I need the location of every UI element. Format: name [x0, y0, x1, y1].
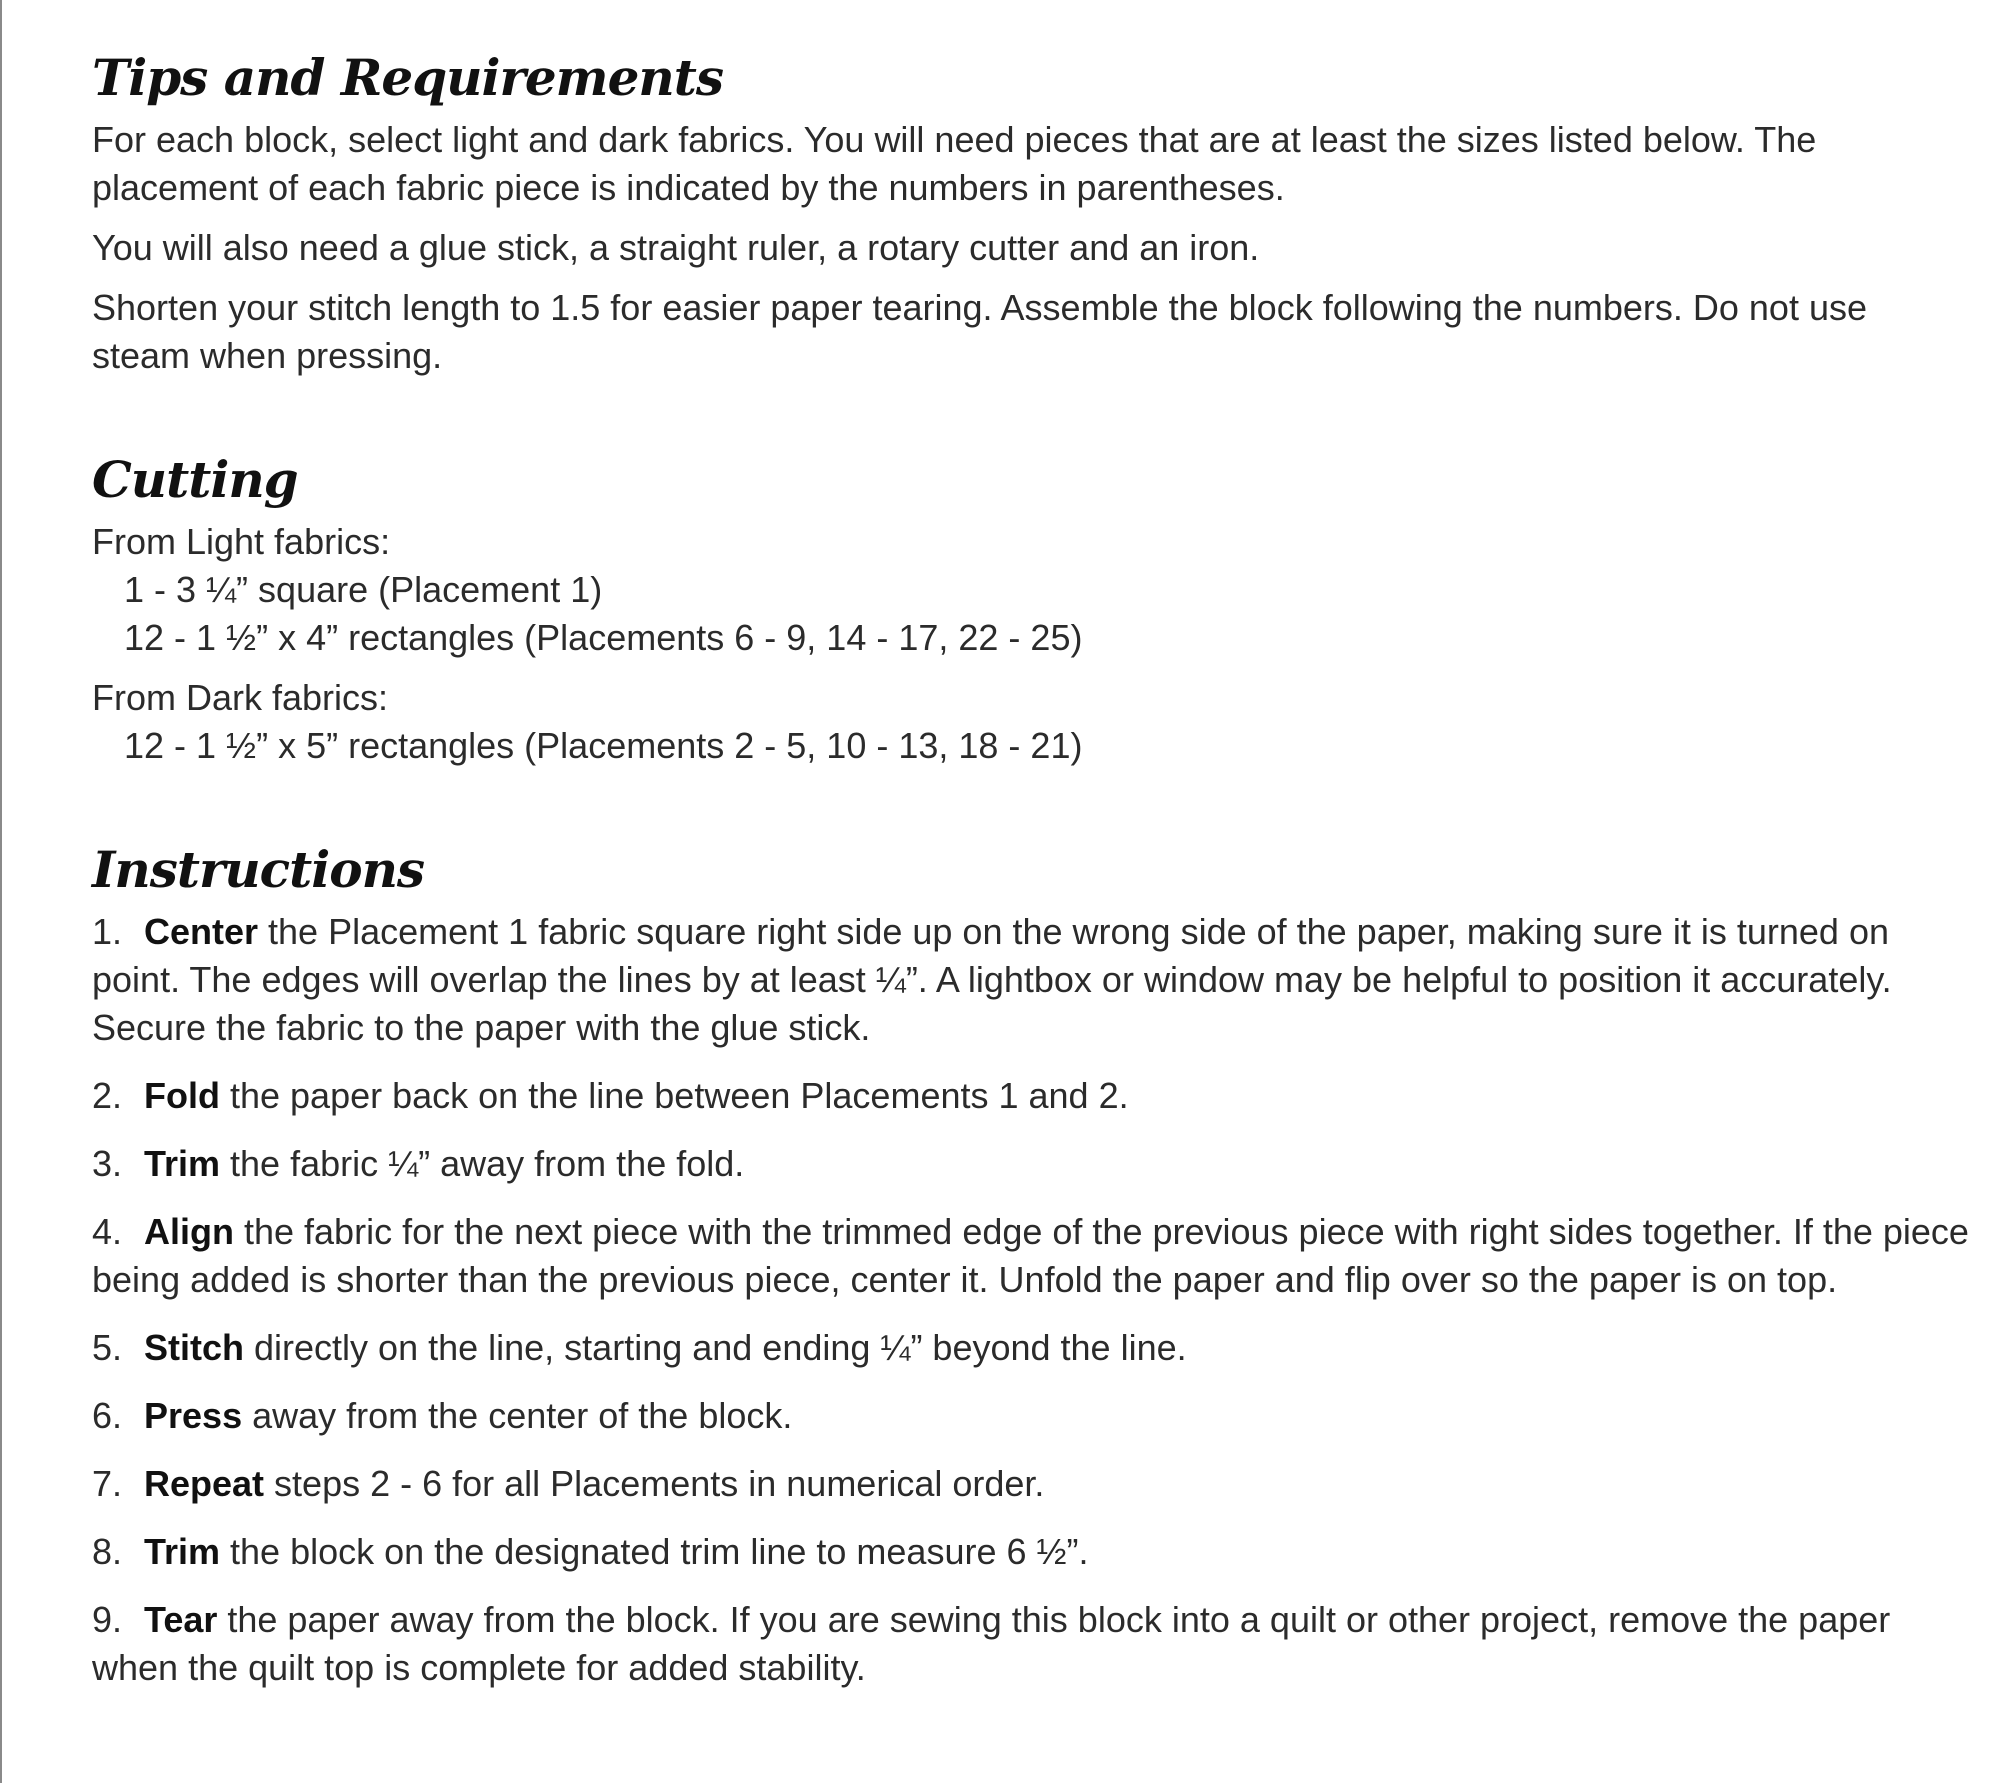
step-text: the Placement 1 fabric square right side up on the wrong side of the paper, making sure it is turned on point. The edges will overlap the lines by at least ¼”. A lightbox or window may be helpful to position it accurately. Secure the fabric to the paper with the glue stick. — [92, 911, 1892, 1048]
step-keyword: Repeat — [144, 1463, 265, 1504]
step-text: the paper back on the line between Placements 1 and 2. — [219, 1075, 1129, 1116]
step-number: 7. — [92, 1463, 123, 1504]
instruction-step — [92, 1140, 1982, 1188]
step-keyword: Stitch — [144, 1327, 245, 1368]
instruction-step — [92, 1324, 1982, 1372]
step-text: directly on the line, starting and ending ¼” beyond the line. — [244, 1327, 1187, 1368]
instruction-step — [92, 1596, 1982, 1692]
step-number: 4. — [92, 1211, 123, 1252]
cutting-item: 12 - 1 ½” x 4” rectangles (Placements 6 - 9, 14 - 17, 22 - 25) — [124, 617, 1083, 658]
step-text: away from the center of the block. — [242, 1395, 793, 1436]
step-text: the fabric ¼” away from the fold. — [220, 1143, 745, 1184]
cutting-heading: Cutting — [92, 450, 298, 509]
instruction-step — [92, 1072, 1982, 1120]
step-number: 6. — [92, 1395, 123, 1436]
tips-paragraph-1: For each block, select light and dark fabrics. You will need pieces that are at least the sizes listed below. The placement of each fabric piece is indicated by the numbers in parentheses. — [92, 119, 1817, 208]
instruction-step — [92, 1528, 1982, 1576]
step-text: the paper away from the block. If you are sewing this block into a quilt or other project, remove the paper when the quilt top is complete for added stability. — [92, 1599, 1891, 1688]
step-keyword: Press — [144, 1395, 243, 1436]
tips-section — [92, 48, 1982, 380]
step-text: the block on the designated trim line to measure 6 ½”. — [220, 1531, 1089, 1572]
cutting-group-title: From Light fabrics: — [92, 521, 391, 562]
step-keyword: Trim — [144, 1143, 221, 1184]
instructions-section — [92, 840, 1982, 1692]
step-keyword: Trim — [144, 1531, 221, 1572]
step-keyword: Fold — [144, 1075, 220, 1116]
step-number: 8. — [92, 1531, 123, 1572]
step-keyword: Tear — [144, 1599, 218, 1640]
step-number: 9. — [92, 1599, 123, 1640]
instructions-heading: Instructions — [92, 840, 425, 899]
instruction-step — [92, 1460, 1982, 1508]
step-number: 3. — [92, 1143, 123, 1184]
page-edge-line — [0, 0, 2, 1783]
step-text: steps 2 - 6 for all Placements in numerical order. — [264, 1463, 1045, 1504]
cutting-group-dark — [92, 674, 1982, 770]
cutting-item: 12 - 1 ½” x 5” rectangles (Placements 2 - 5, 10 - 13, 18 - 21) — [124, 725, 1083, 766]
step-number: 2. — [92, 1075, 123, 1116]
step-number: 5. — [92, 1327, 123, 1368]
instruction-step — [92, 908, 1982, 1052]
cutting-group-light — [92, 518, 1982, 662]
step-keyword: Center — [144, 911, 259, 952]
step-keyword: Align — [144, 1211, 234, 1252]
tips-paragraph-3: Shorten your stitch length to 1.5 for easier paper tearing. Assemble the block following the numbers. Do not use steam when pressing. — [92, 287, 1868, 376]
step-number: 1. — [92, 911, 123, 952]
tips-paragraph-2: You will also need a glue stick, a straight ruler, a rotary cutter and an iron. — [92, 227, 1260, 268]
document-page — [92, 48, 1982, 1762]
instruction-step — [92, 1208, 1982, 1304]
cutting-item: 1 - 3 ¼” square (Placement 1) — [124, 569, 603, 610]
instruction-step — [92, 1392, 1982, 1440]
step-text: the fabric for the next piece with the trimmed edge of the previous piece with right sides together. If the piece being added is shorter than the previous piece, center it. Unfold the paper and flip over so the paper is on top. — [92, 1211, 1969, 1300]
cutting-group-title: From Dark fabrics: — [92, 677, 389, 718]
tips-heading: Tips and Requirements — [92, 48, 723, 107]
cutting-section — [92, 450, 1982, 770]
